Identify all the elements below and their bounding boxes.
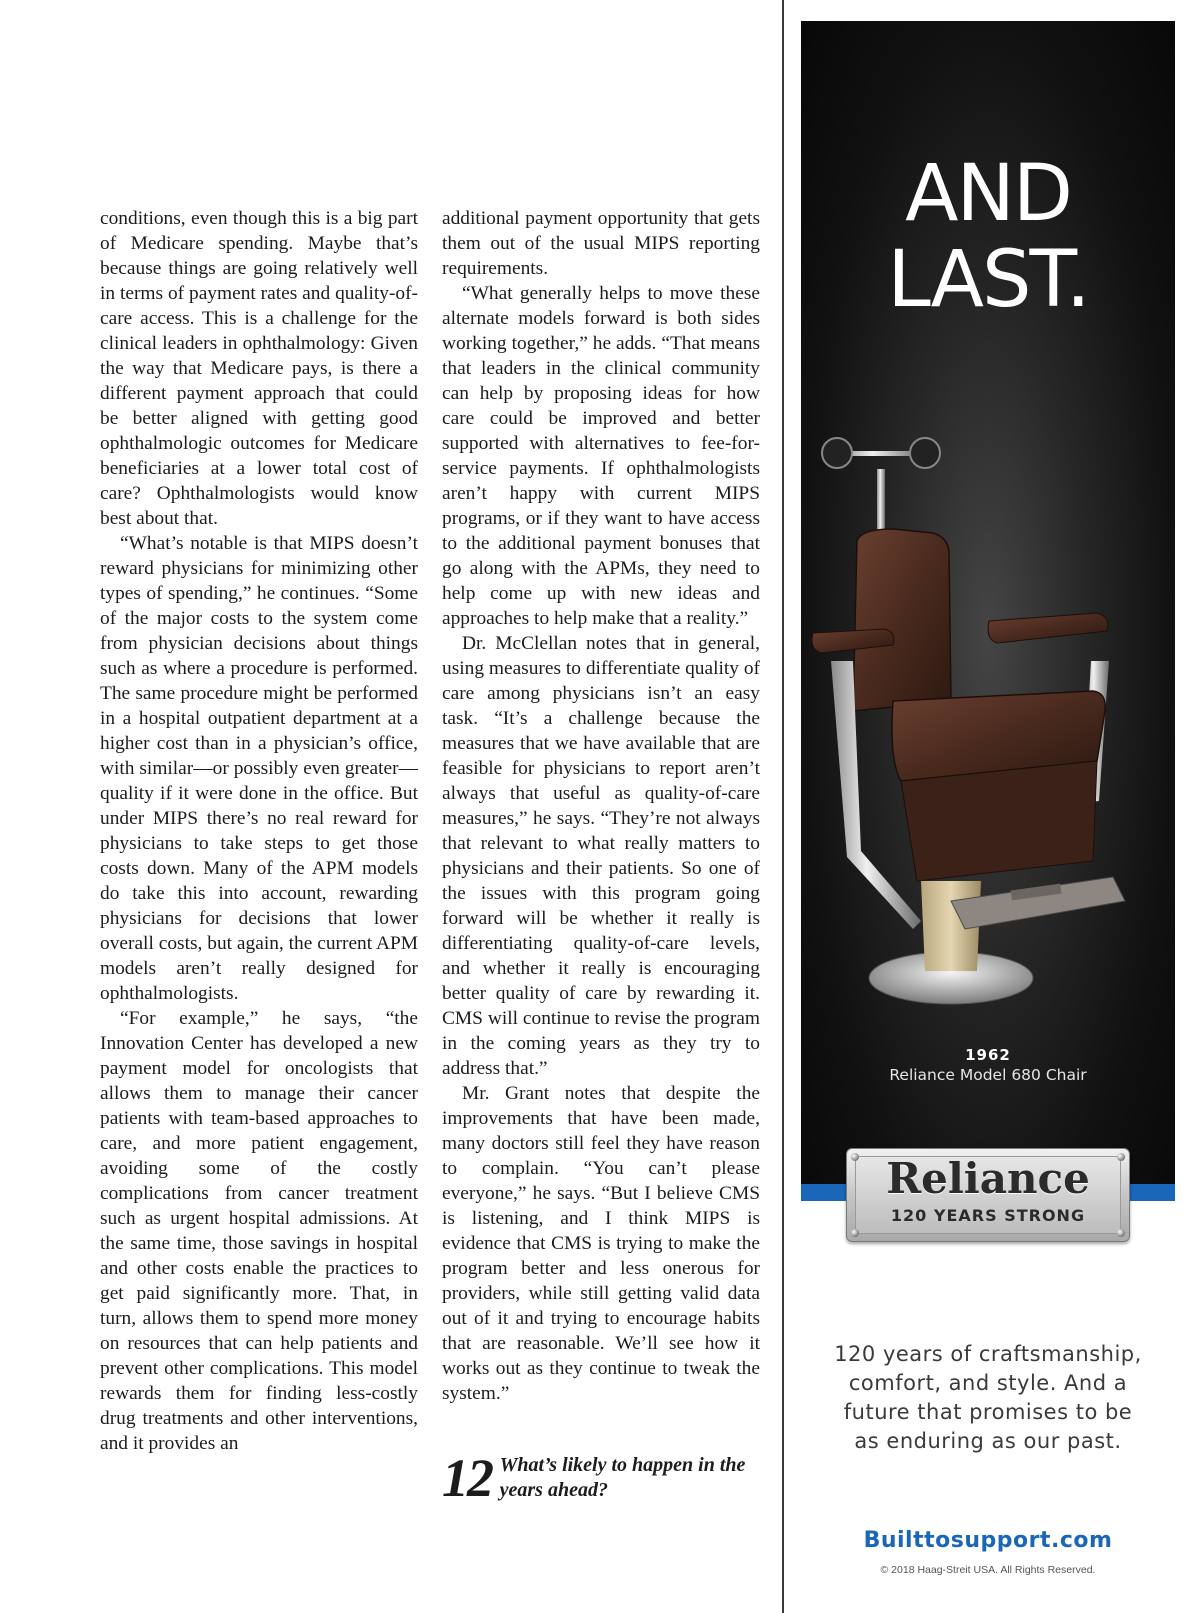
chair-seat-front: [901, 761, 1097, 881]
armrest-right: [988, 613, 1108, 643]
article-column-1: [100, 206, 418, 1456]
ad-website-link[interactable]: Builttosupport.com: [863, 1528, 1113, 1553]
ad-body-line: comfort, and style. And a: [848, 1371, 1128, 1395]
rivet-icon: [1117, 1229, 1125, 1237]
headrest-pad-left: [822, 438, 852, 468]
brand-logo: Reliance: [886, 1154, 1090, 1203]
article-column-2: [442, 206, 760, 1406]
chair-illustration: [801, 21, 1175, 1201]
rivet-icon: [851, 1229, 859, 1237]
column-divider: [782, 0, 784, 1613]
ad-body-copy: [801, 1340, 1175, 1456]
section-heading: [442, 1448, 772, 1508]
ad-model-name: Reliance Model 680 Chair: [889, 1066, 1087, 1084]
paragraph: Dr. McClellan notes that in general, using measures to differentiate quality of care among physicians isn’t an easy task. “It’s a challenge because the measures that we have available that are feasible for physicians to report aren’t always that useful as quality-of-care measures,” he says. “They’re not always that relevant to what really matters to physicians and their patients. So one of the issues with this program going forward will be whether it really is differentiating quality-of-care levels, and whether it really is encouraging better quality of care by rewarding it. CMS will continue to revise the program in the coming years as they try to address that.”: [442, 633, 760, 1079]
paragraph: “What generally helps to move these alternate models forward is both sides working together,” he adds. “That means that leaders in the clinical community can help by proposing ideas for how care could be improved and better supported with alternatives to fee-for-service payments. If ophthalmologists aren’t happy with current MIPS programs, or if they want to have access to the additional payment bonuses that go along with the APMs, they need to help come up with new ideas and approaches to help make that a reality.”: [442, 283, 760, 629]
ad-copyright: © 2018 Haag-Streit USA. All Rights Reserved.: [880, 1564, 1096, 1576]
brand-badge: [846, 1148, 1130, 1242]
paragraph: “For example,” he says, “the Innovation Center has developed a new payment model for oncologists that allows them to manage their cancer patients with team-based approaches to care, and more patient engagement, avoiding some of the costly complications from cancer treatment such as urgent hospital admissions. At the same time, those savings in hospital and other costs enable the practices to get paid significantly more. That, in turn, allows them to spend more money on resources that can help patients and prevent other complications. This model rewards them for finding less-costly drug treatments and other interventions, and it provides an: [100, 1008, 418, 1454]
paragraph: additional payment opportunity that gets them out of the usual MIPS reporting requirements.: [442, 208, 760, 279]
section-number: 12: [442, 1448, 492, 1508]
ad-headline-line-2: LAST.: [887, 235, 1089, 325]
paragraph: Mr. Grant notes that despite the improvements that have been made, many doctors still feel they have reason to complain. “You can’t please everyone,” he says. “But I believe CMS is listening, and I think MIPS is evidence that CMS is trying to make the program better and less onerous for providers, while still getting valid data out of it and trying to encourage habits that are reasonable. We’ll see how it works out as they continue to tweak the system.”: [442, 1083, 760, 1404]
chair-backrest: [853, 529, 951, 711]
ad-body-line: 120 years of craftsmanship,: [834, 1342, 1142, 1366]
headrest-pad-right: [910, 438, 940, 468]
ad-headline-line-1: AND: [905, 149, 1071, 239]
ad-body-line: future that promises to be: [843, 1400, 1133, 1424]
ad-year: 1962: [965, 1046, 1011, 1064]
paragraph: conditions, even though this is a big part of Medicare spending. Maybe that’s because things are going relatively well in terms of payment rates and quality-of-care access. This is a challenge for the clinical leaders in ophthalmology: Given the way that Medicare pays, is there a different payment approach that could be better aligned with getting good ophthalmologic outcomes for Medicare beneficiaries at a lower total cost of care? Ophthalmologists would know best about that.: [100, 208, 418, 529]
brand-tagline: 120 YEARS STRONG: [890, 1206, 1086, 1225]
ad-body-line: as enduring as our past.: [854, 1429, 1122, 1453]
section-title: What’s likely to happen in the years ahead?: [499, 1454, 746, 1501]
paragraph: “What’s notable is that MIPS doesn’t reward physicians for minimizing other types of spending,” he continues. “Some of the major costs to the system come from physician decisions about things such as where a procedure is performed. The same procedure might be performed in a hospital outpatient department at a higher cost than in a physician’s office, with similar—or possibly even greater—quality if it were done in the office. But under MIPS there’s no real reward for physicians to take steps to get those costs down. Many of the APM models do take this into account, rewarding physicians for decisions that lower overall costs, but again, the current APM models aren’t really designed for ophthalmologists.: [100, 533, 418, 1004]
